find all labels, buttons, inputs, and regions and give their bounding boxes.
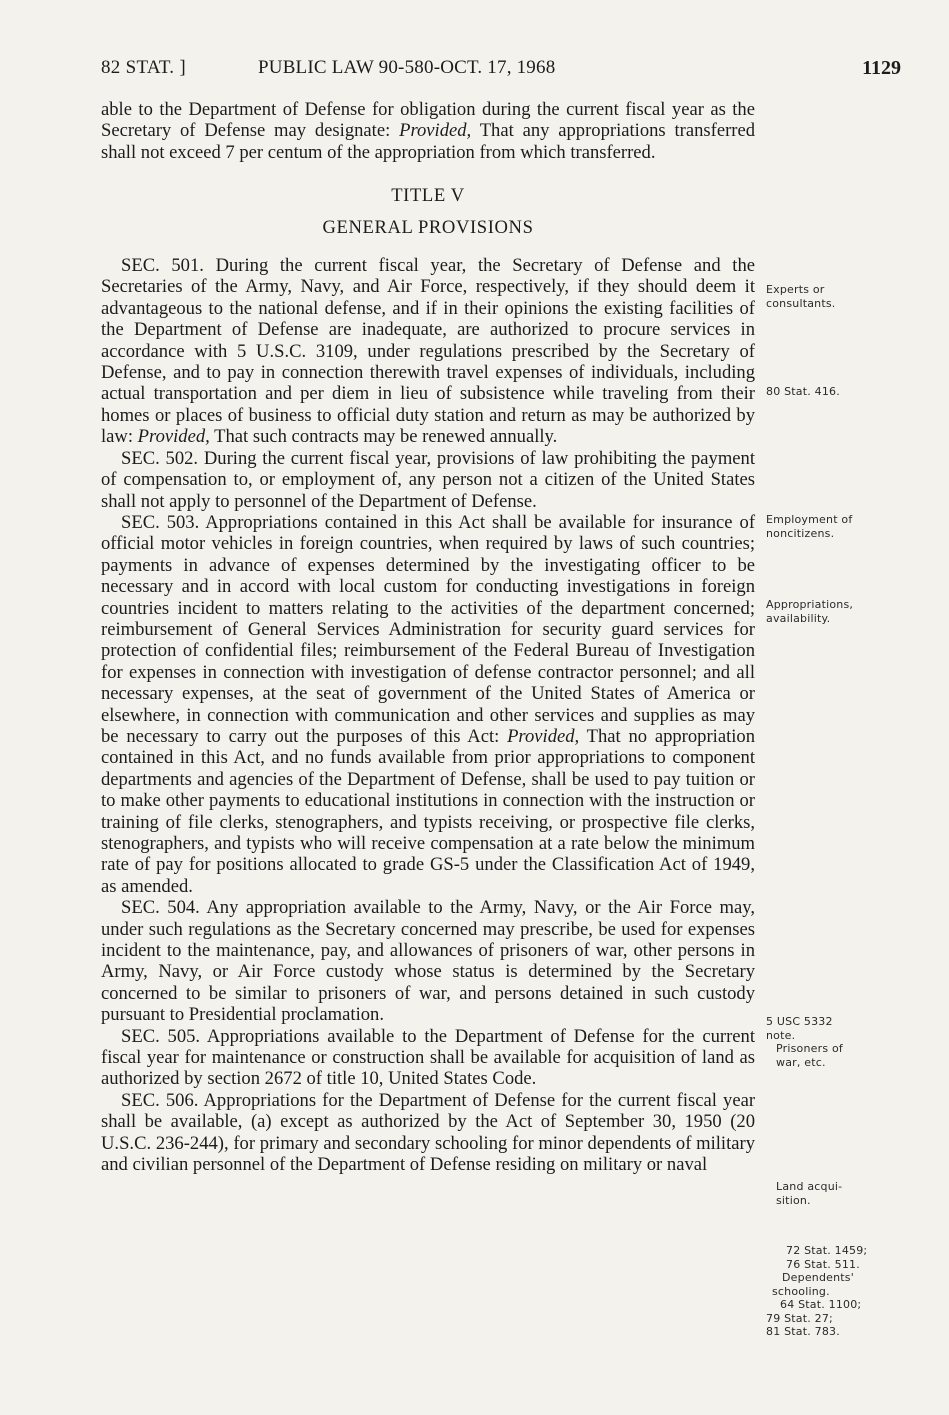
margin-note-64-stat-1100: 64 Stat. 1100; 79 Stat. 27; 81 Stat. 783. bbox=[766, 1298, 862, 1338]
section-506: SEC. 506. Appropriations for the Department of Defense for the current fiscal year shall be available, (a) except as authorized by the Act of September 30, 1950 (20 U.S.C. 236-244), for primary and secondary schooling for minor dependents of military and civilian personnel of the Department of Defense residing on military or naval bbox=[101, 1089, 756, 1176]
margin-note-experts: Experts or consultants. bbox=[766, 283, 836, 310]
margin-note-land-acquisition: Land acqui- sition. bbox=[776, 1180, 843, 1207]
page-number: 1129 bbox=[862, 57, 901, 79]
body-text bbox=[101, 99, 755, 1176]
margin-note-80-stat-416: 80 Stat. 416. bbox=[766, 385, 840, 398]
margin-note-dependents: Dependents' schooling. bbox=[772, 1271, 854, 1298]
margin-note-72-stat-1459: 72 Stat. 1459; 76 Stat. 511. bbox=[786, 1244, 868, 1271]
continued-paragraph: able to the Department of Defense for obligation during the current fiscal year as the Secretary of Defense may designate: Provided, That any appropriations transferred shall not exceed 7 per centum of the appropriation from which transferred. bbox=[101, 99, 755, 163]
margin-note-5-usc-5332: 5 USC 5332 note. bbox=[766, 1015, 833, 1042]
section-504: SEC. 504. Any appropriation available to the Army, Navy, or the Air Force may, under such regulations as the Secretary concerned may prescribe, be used for expenses incident to the maintenance, pay, and allowances of prisoners of war, other persons in Army, Navy, or Air Force custody whose status is determined by the Secretary concerned to be similar to prisoners of war, and persons detained in such custody pursuant to Presidential proclamation. bbox=[101, 897, 755, 1026]
section-505: SEC. 505. Appropriations available to the Department of Defense for the current fiscal year for maintenance or construction shall be available for acquisition of land as authorized by section 2672 of title 10, United States Code. bbox=[101, 1025, 755, 1090]
statute-volume: 82 STAT. ] bbox=[101, 57, 187, 78]
margin-note-employment: Employment of noncitizens. bbox=[766, 513, 853, 540]
law-citation: PUBLIC LAW 90-580-OCT. 17, 1968 bbox=[258, 57, 556, 78]
running-header bbox=[101, 57, 901, 85]
section-501: SEC. 501. During the current fiscal year, the Secretary of Defense and the Secretaries of the Army, Navy, and Air Force, respectively, if they should deem it advantageous to the national defense, and if in their opinions the existing facilities of the Department of Defense are inadequate, are authorized to procure services in accordance with 5 U.S.C. 3109, under regulations prescribed by the Secretary of Defense, and to pay in connection therewith travel expenses of individuals, including actual transportation and per diem in lieu of subsistence while traveling from their homes or places of business to official duty station and return as may be authorized by law: Provided, That such contracts may be renewed annually. bbox=[101, 255, 755, 448]
title-subheading: GENERAL PROVISIONS bbox=[322, 216, 534, 238]
margin-note-prisoners: Prisoners of war, etc. bbox=[776, 1042, 843, 1069]
margin-note-appropriations: Appropriations, availability. bbox=[766, 598, 854, 625]
section-503: SEC. 503. Appropriations contained in this Act shall be available for insurance of official motor vehicles in foreign countries, when required by laws of such countries; payments in advance of expenses determined by the investigating officer to be necessary and in accord with local custom for conducting investigations in foreign countries incident to matters relating to the activities of the department concerned; reimbursement of General Services Administration for security guard services for protection of confidential files; reimbursement of the Federal Bureau of Investigation for expenses in connection with investigation of defense contractor personnel; and all necessary expenses, at the seat of government of the United States of America or elsewhere, in connection with communication and other services and supplies as may be necessary to carry out the purposes of this Act: Provided, That no appropriation contained in this Act, and no funds available from prior appropriations to component departments and agencies of the Department of Defense, shall be used to pay tuition or to make other payments to educational institutions in connection with the instruction or training of file clerks, stenographers, and typists receiving, or prospective file clerks, stenographers, and typists who will receive compensation at a rate below the minimum rate of pay for positions allocated to grade GS-5 under the Classification Act of 1949, as amended. bbox=[101, 511, 756, 897]
title-heading: TITLE V bbox=[391, 185, 465, 207]
section-502: SEC. 502. During the current fiscal year, provisions of law prohibiting the payment of compensation to, or employment of, any person not a citizen of the United States shall not apply to personnel of the Department of Defense. bbox=[101, 447, 756, 512]
